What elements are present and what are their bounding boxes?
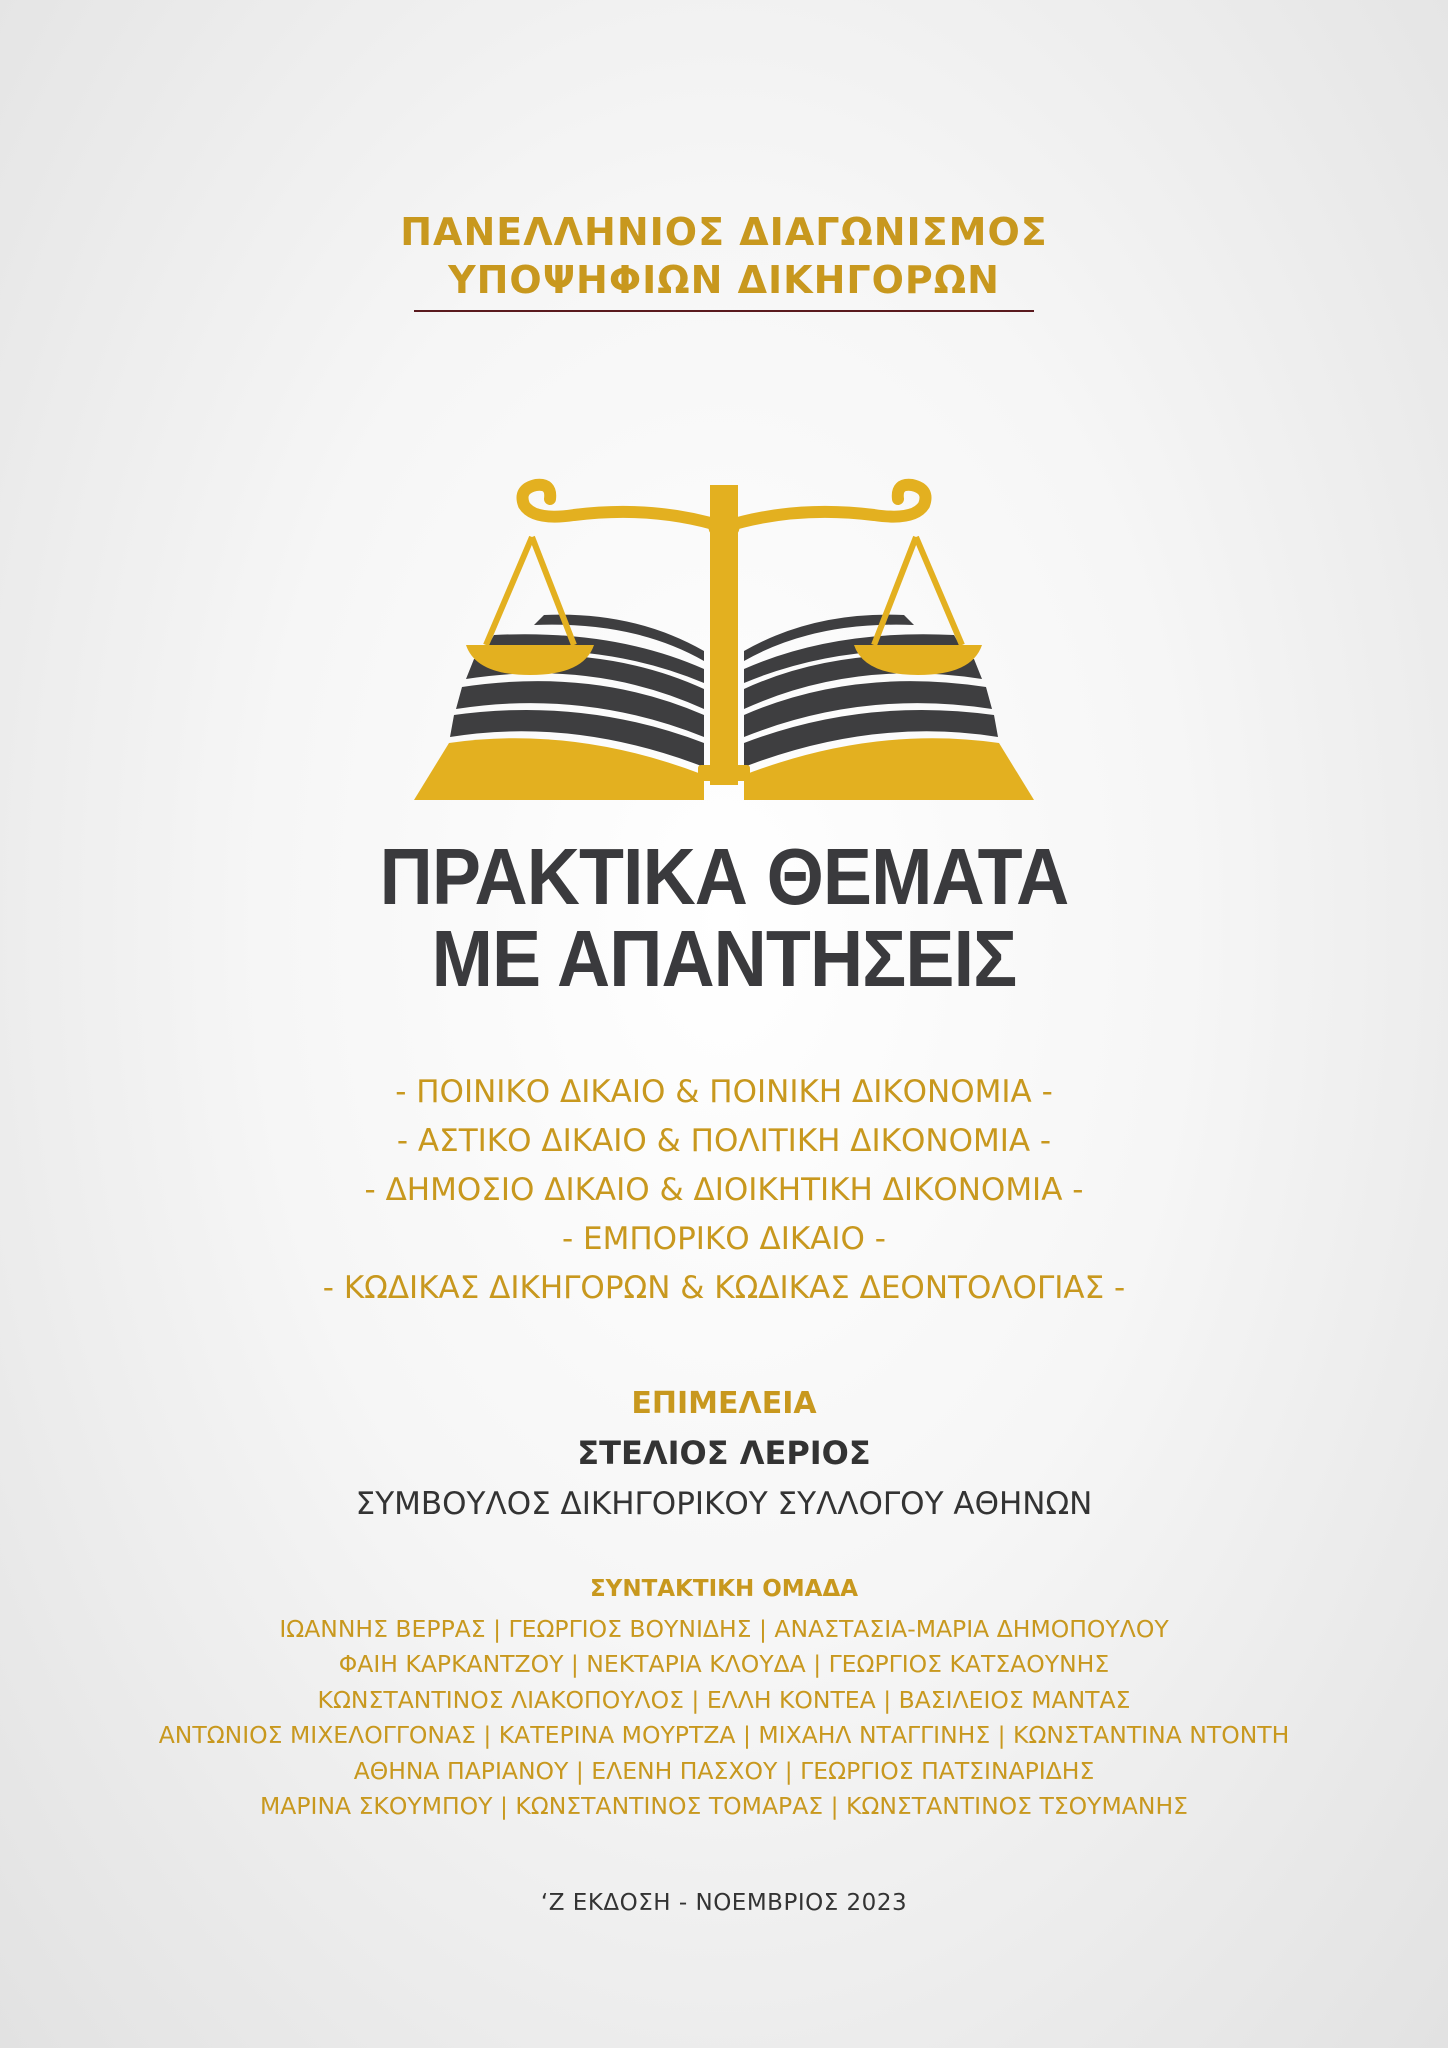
team-line-5: ΑΘΗΝΑ ΠΑΡΙΑΝΟΥ | ΕΛΕΝΗ ΠΑΣΧΟΥ | ΓΕΩΡΓΙΟΣ ΠΑΤΣΙΝΑΡΙΔΗΣ [353,1757,1095,1785]
team-label: ΣΥΝΤΑΚΤΙΚΗ ΟΜΑΔΑ [589,1576,859,1602]
team-line-6: ΜΑΡΙΝΑ ΣΚΟΥΜΠΟΥ | ΚΩΝΣΤΑΝΤΙΝΟΣ ΤΟΜΑΡΑΣ | ΚΩΝΣΤΑΝΤΙΝΟΣ ΤΣΟΥΜΑΝΗΣ [260,1792,1188,1820]
right-pan-string-2 [916,537,962,645]
right-pan-string-1 [874,537,916,645]
editing-label: ΕΠΙΜΕΛΕΙΑ [631,1386,817,1421]
header-divider [414,310,1034,312]
subject-4: - ΕΜΠΟΡΙΚΟ ΔΙΚΑΙΟ - [562,1221,886,1257]
scales-of-justice-on-open-book-icon [414,475,1034,815]
editor-name: ΣΤΕΛΙΟΣ ΛΕΡΙΟΣ [577,1434,871,1472]
team-line-3: ΚΩΝΣΤΑΝΤΙΝΟΣ ΛΙΑΚΟΠΟΥΛΟΣ | ΕΛΛΗ ΚΟΝΤΕΑ | ΒΑΣΙΛΕΙΟΣ ΜΑΝΤΑΣ [317,1686,1131,1714]
subject-3: - ΔΗΜΟΣΙΟ ΔΙΚΑΙΟ & ΔΙΟΙΚΗΤΙΚΗ ΔΙΚΟΝΟΜΙΑ - [364,1172,1084,1208]
team-line-2: ΦΑΙΗ ΚΑΡΚΑΝΤΖΟΥ | ΝΕΚΤΑΡΙΑ ΚΛΟΥΔΑ | ΓΕΩΡΓΙΟΣ ΚΑΤΣΑΟΥΝΗΣ [338,1650,1110,1678]
title-line-1: ΠΡΑΚΤΙΚΑ ΘΕΜΑΤΑ [379,832,1069,921]
edition-line: ‘Ζ ΕΚΔΟΣΗ - ΝΟΕΜΒΡΙΟΣ 2023 [540,1890,908,1916]
subject-5: - ΚΩΔΙΚΑΣ ΔΙΚΗΓΟΡΩΝ & ΚΩΔΙΚΑΣ ΔΕΟΝΤΟΛΟΓΙΑΣ - [322,1270,1126,1306]
title-line-2: ΜΕ ΑΠΑΝΤΗΣΕΙΣ [431,914,1017,1003]
editor-role: ΣΥΜΒΟΥΛΟΣ ΔΙΚΗΓΟΡΙΚΟΥ ΣΥΛΛΟΓΟΥ ΑΘΗΝΩΝ [355,1486,1093,1522]
header-line-1: ΠΑΝΕΛΛΗΝΙΟΣ ΔΙΑΓΩΝΙΣΜΟΣ [400,210,1048,254]
subject-2: - ΑΣΤΙΚΟ ΔΙΚΑΙΟ & ΠΟΛΙΤΙΚΗ ΔΙΚΟΝΟΜΙΑ - [396,1123,1052,1159]
team-line-4: ΑΝΤΩΝΙΟΣ ΜΙΧΕΛΟΓΓΟΝΑΣ | ΚΑΤΕΡΙΝΑ ΜΟΥΡΤΖΑ | ΜΙΧΑΗΛ ΝΤΑΓΓΙΝΗΣ | ΚΩΝΣΤΑΝΤΙΝΑ ΝΤΟΝΤΗ [158,1721,1290,1749]
scale-foot [698,765,750,781]
scale-hub [708,509,740,541]
left-pan-string-2 [532,537,574,645]
header-line-2: ΥΠΟΨΗΦΙΩΝ ΔΙΚΗΓΟΡΩΝ [448,258,1000,302]
subject-1: - ΠΟΙΝΙΚΟ ΔΙΚΑΙΟ & ΠΟΙΝΙΚΗ ΔΙΚΟΝΟΜΙΑ - [395,1074,1053,1110]
beam-right [724,485,926,527]
left-pan-string-1 [486,537,532,645]
team-line-1: ΙΩΑΝΝΗΣ ΒΕΡΡΑΣ | ΓΕΩΡΓΙΟΣ ΒΟΥΝΙΔΗΣ | ΑΝΑΣΤΑΣΙΑ-ΜΑΡΙΑ ΔΗΜΟΠΟΥΛΟΥ [279,1615,1169,1643]
beam-left [523,485,725,527]
